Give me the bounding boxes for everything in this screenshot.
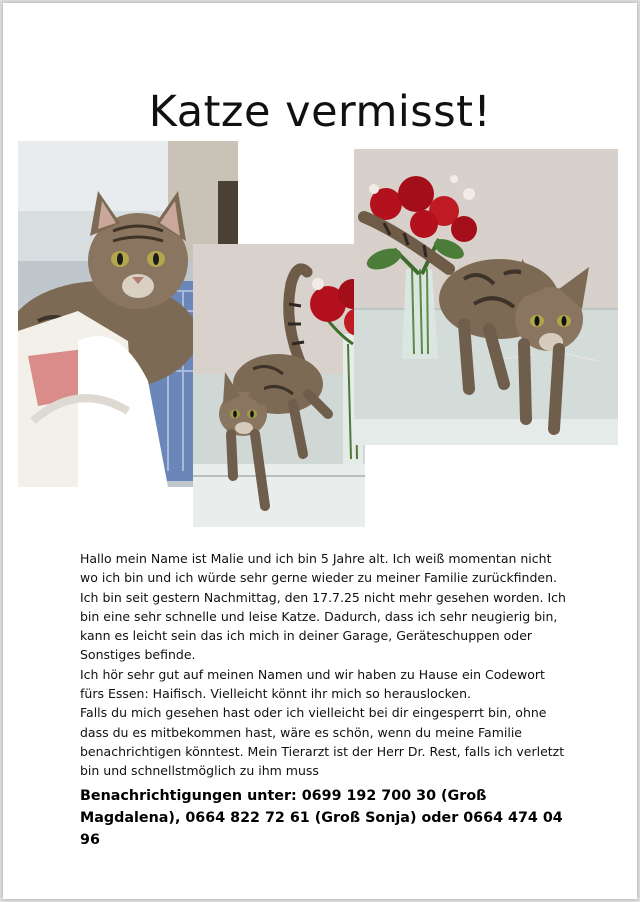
paragraph-codeword: Ich hör sehr gut auf meinen Namen und wir haben zu Hause ein Codewort fürs Essen: Haifisch. Vielleicht könnt ihr mich so herauslocken. — [80, 666, 545, 702]
flyer-page — [3, 3, 637, 899]
contact-info: Benachrichtigungen unter: 0699 192 700 30 (Groß Magdalena), 0664 822 72 61 (Groß Sonja) oder 0664 474 04 96 — [80, 788, 563, 848]
paragraph-request: Falls du mich gesehen hast oder ich vielleicht bei dir eingesperrt bin, ohne dass du es mitbekommen hast, wäre es schön, wenn du meine Familie benachrichtigen könntest. Mein Tierarzt ist der Herr Dr. Rest, falls ich verletzt bin und schnellstmöglich zu ihm muss — [80, 705, 565, 779]
flyer-body — [80, 549, 570, 781]
cat-photo-2 — [193, 244, 365, 527]
flyer-title: Katze vermisst! — [148, 87, 492, 137]
cat-photo-3 — [354, 149, 618, 445]
paragraph-intro: Hallo mein Name ist Malie und ich bin 5 Jahre alt. Ich weiß momentan nicht wo ich bin und ich würde sehr gerne wieder zu meiner Familie zurückfinden. Ich bin seit gestern Nachmittag, den 17.7.25 nicht mehr gesehen worden. Ich bin eine sehr schnelle und leise Katze. Dadurch, dass ich sehr neugierig bin, kann es leicht sein das ich mich in deiner Garage, Geräteschuppen oder Sonstiges befinde. — [80, 551, 566, 663]
